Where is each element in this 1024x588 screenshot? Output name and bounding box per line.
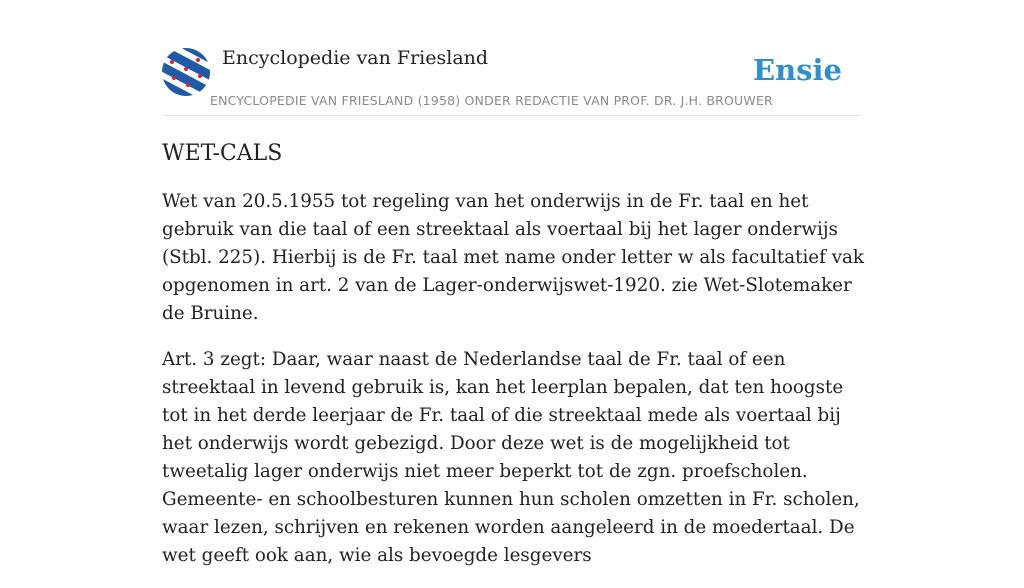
ensie-brand-link[interactable]: Ensie (753, 53, 842, 87)
frisian-flag-icon[interactable] (162, 48, 210, 96)
site-title[interactable]: Encyclopedie van Friesland (222, 47, 489, 69)
article (162, 136, 864, 588)
site-subtitle: ENCYCLOPEDIE VAN FRIESLAND (1958) ONDER REDACTIE VAN PROF. DR. J.H. BROUWER (210, 93, 773, 108)
header-divider (162, 115, 862, 116)
article-paragraph-1: Wet van 20.5.1955 tot regeling van het onderwijs in de Fr. taal en het gebruik van die taal of een streektaal als voertaal bij het lager onderwijs (Stbl. 225). Hierbij is de Fr. taal met name onder letter w als facultatief vak opgenomen in art. 2 van de Lager-onderwijswet-1920. zie Wet-Slotemaker de Bruine. (162, 191, 864, 324)
article-title: WET-CALS (162, 141, 283, 166)
header (162, 46, 862, 116)
article-paragraph-2: Art. 3 zegt: Daar, waar naast de Nederlandse taal de Fr. taal of een streektaal in levend gebruik is, kan het leerplan bepalen, dat ten hoogste tot in het derde leerjaar de Fr. taal of die streektaal mede als voertaal bij het onderwijs wordt gebezigd. Door deze wet is de mogelijkheid tot tweetalig lager onderwijs niet meer beperkt tot de zgn. proefscholen. Gemeente- en schoolbesturen kunnen hun scholen omzetten in Fr. scholen, waar lezen, schrijven en rekenen worden aangeleerd in de moedertaal. De wet geeft ook aan, wie als bevoegde lesgevers (162, 349, 860, 566)
